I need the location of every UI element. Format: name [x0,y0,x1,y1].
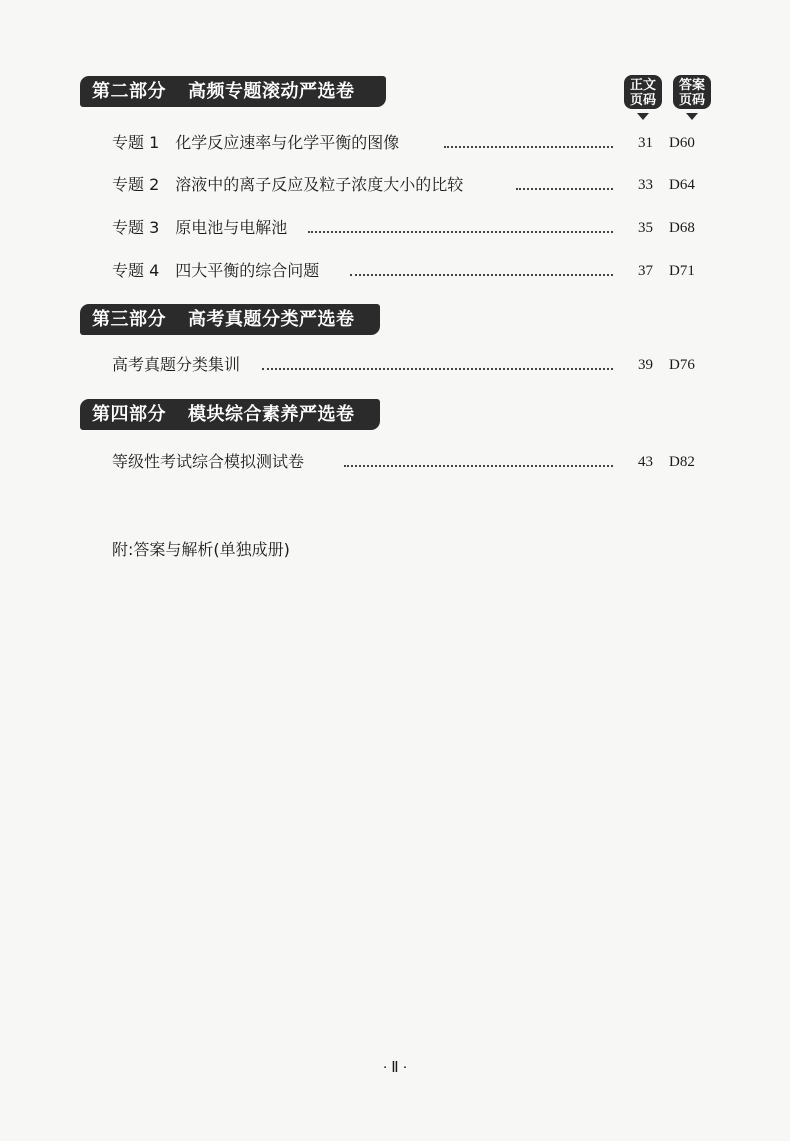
section-header-part3 [80,304,380,335]
toc-entry-label: 高考真题分类集训 [112,355,241,374]
answer-page-column-header [673,75,711,109]
toc-entry-page: 31 [638,135,653,151]
section-part-label: 第二部分 [92,81,166,102]
toc-entry-label: 等级性考试综合模拟测试卷 [112,452,305,471]
toc-entry-answer-page: D64 [669,177,695,193]
page-number-footer: · Ⅱ · [382,1060,408,1076]
section-header-part4 [80,399,380,430]
toc-entry-page: 37 [638,263,653,279]
leader-dots [516,188,613,190]
section-title: 模块综合素养严选卷 [188,404,355,425]
leader-dots [262,368,613,370]
answer-page-header-line1: 答案 [678,78,705,93]
answer-page-arrow-icon [686,113,698,120]
toc-entry-page: 39 [638,357,653,373]
toc-entry-answer-page: D68 [669,220,695,236]
toc-entry-label: 原电池与电解池 [175,218,288,237]
section-part-label: 第三部分 [92,309,166,330]
toc-entry[interactable] [112,450,717,474]
main-page-arrow-icon [637,113,649,120]
appendix-note: 附:答案与解析(单独成册) [112,540,290,559]
toc-entry-number: 专题 3 [112,218,160,237]
toc-entry-answer-page: D60 [669,135,695,151]
toc-entry[interactable] [112,259,717,283]
section-title: 高考真题分类严选卷 [188,309,355,330]
toc-entry[interactable] [112,216,717,240]
leader-dots [308,231,613,233]
main-page-header-line2: 页码 [629,93,656,108]
toc-entry[interactable] [112,353,717,377]
toc-entry-page: 35 [638,220,653,236]
toc-entry[interactable] [112,173,717,197]
section-header-part2 [80,76,386,107]
leader-dots [344,465,613,467]
answer-page-header-line2: 页码 [678,93,705,108]
toc-entry[interactable] [112,131,717,155]
section-title: 高频专题滚动严选卷 [188,81,355,102]
toc-entry-label: 溶液中的离子反应及粒子浓度大小的比较 [175,175,464,194]
leader-dots [350,274,613,276]
toc-entry-answer-page: D76 [669,357,695,373]
main-page-header-line1: 正文 [629,78,656,93]
leader-dots [444,146,613,148]
toc-entry-answer-page: D71 [669,263,695,279]
main-page-column-header [624,75,662,109]
toc-entry-label: 化学反应速率与化学平衡的图像 [175,133,400,152]
toc-entry-number: 专题 4 [112,261,160,280]
toc-entry-answer-page: D82 [669,454,695,470]
toc-entry-label: 四大平衡的综合问题 [175,261,320,280]
toc-entry-page: 33 [638,177,653,193]
toc-entry-number: 专题 2 [112,175,160,194]
toc-entry-number: 专题 1 [112,133,160,152]
section-part-label: 第四部分 [92,404,166,425]
toc-entry-page: 43 [638,454,653,470]
